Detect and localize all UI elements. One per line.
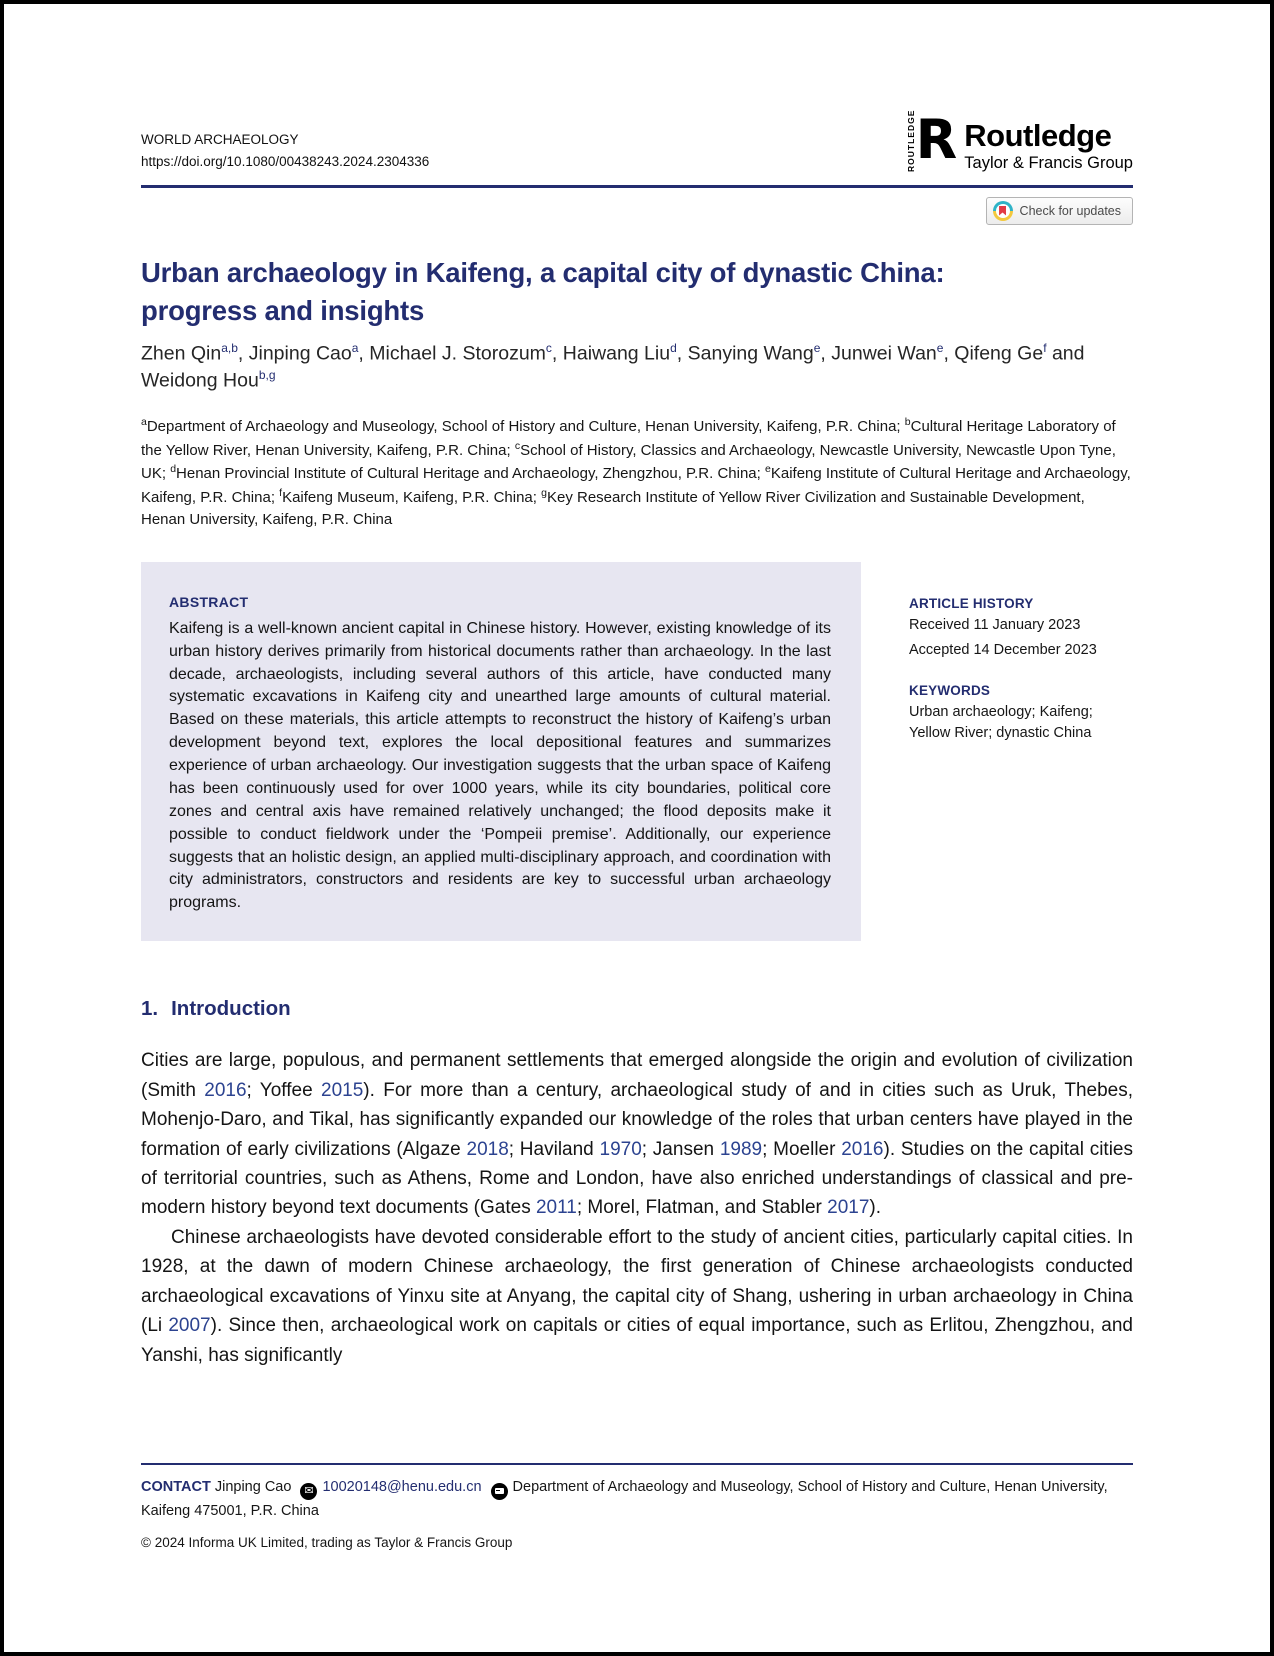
article-title: Urban archaeology in Kaifeng, a capital city of dynastic China: progress and insights [141,256,945,327]
section-title: Introduction [171,997,291,1021]
check-for-updates-label: Check for updates [1019,203,1121,218]
citation-link[interactable]: 2017 [827,1197,870,1219]
author-name: Jinping Cao [248,342,352,365]
citation-link[interactable]: 2011 [535,1197,577,1219]
author-affiliation-superscript: c [545,340,552,355]
affiliation-superscript: b [904,416,911,429]
author-name: Qifeng Ge [954,342,1044,365]
copyright-line: © 2024 Informa UK Limited, trading as Taylor & Francis Group [141,1535,513,1551]
author-affiliation-superscript: b,g [258,367,276,382]
received-date: Received 11 January 2023 [909,616,1081,633]
author-name: Michael J. Storozum [369,342,546,365]
author-name: Haiwang Liu [562,342,671,365]
author-affiliation-superscript: f [1043,340,1047,355]
citation-link[interactable]: 2007 [168,1315,211,1337]
author-affiliation-superscript: d [670,340,677,355]
article-meta-column [909,562,1133,941]
citation-link[interactable]: 1970 [599,1138,642,1160]
contact-address: Department of Archaeology and Museology, School of History and Culture, Henan University, Kaifeng 475001, P.R. China [141,1479,1108,1520]
affiliations: $^a$Department of Archaeology and Museology, School of History and Culture, Henan University, Kaifeng, P.R. China; $^b$Cultural Heritage Laboratory of the Yellow River, Henan University, Kaifeng, P.R. China; $^c$School of History, Classics and Archaeology, Newcastle University, Newcastle Upon Tyne, UK; $^d$Henan Provincial Institute of Cultural Heritage and Archaeology, Zhengzhou, P.R. China; $^e$Kaifeng Institute of Cultural Heritage and Archaeology, Kaifeng, P.R. China; $^f$Kaifeng Museum, Kaifeng, P.R. China; $^g$Key Research Institute of Yellow River Civilization and Sustainable Development, Henan University, Kaifeng, P.R. China [141,416,1131,529]
section-number: 1. [141,997,159,1021]
journal-name: WORLD ARCHAEOLOGY [141,131,299,147]
body-text [141,1046,1133,1370]
accepted-date: Accepted 14 December 2023 [909,641,1097,658]
citation-link[interactable]: 1989 [719,1138,763,1160]
contact-label: CONTACT [141,1479,211,1495]
article-history-heading: ARTICLE HISTORY [909,595,1034,611]
keywords-text: Urban archaeology; Kaifeng; Yellow River; dynastic China [909,703,1093,741]
author-name: Junwei Wan [831,342,937,365]
article-history [909,596,1133,661]
author-affiliation-superscript: e [936,340,944,355]
contact-line [141,1476,1133,1522]
contact-email-link[interactable]: 10020148@henu.edu.cn [322,1479,482,1495]
section-heading-introduction [141,997,1133,1021]
keywords [909,683,1133,744]
routledge-logo [906,108,1133,173]
abstract-text: Kaifeng is a well-known ancient capital in Chinese history. However, existing knowledge of its urban history derives primarily from historical documents rather than archaeology. In the last decade, archaeologists, including several authors of this article, have conducted many systematic excavations in Kaifeng city and unearthed large amounts of cultural material. Based on these materials, this article attempts to reconstruct the history of Kaifeng’s urban development beyond text, explores the local depositional features and summarizes experience of urban archaeology. Our investigation suggests that the urban space of Kaifeng has been continuously used for over 1000 years, while its city boundaries, political core zones and central axis have remained relatively unchanged; the flood deposits make it possible to conduct fieldwork under the ‘Pompeii premise’. Additionally, our experience suggests that an holistic design, an applied multi-disciplinary approach, and coordination with city administrators, constructors and residents are key to successful urban archaeology programs. [169,619,831,912]
author-affiliation-superscript: e [813,340,821,355]
footer-divider [141,1463,1133,1465]
author-affiliation-superscript: a [351,340,359,355]
citation-link[interactable]: 2018 [466,1138,509,1160]
crossmark-icon [993,201,1013,221]
paragraph: Cities are large, populous, and permanent settlements that emerged alongside the origin and evolution of civilization (Smith 2016; Yoffee 2015). For more than a century, archaeological study of and in cities such as Uruk, Thebes, Mohenjo-Daro, and Tikal, has significantly expanded our knowledge of the roles that urban centers have played in the formation of early civilizations (Algaze 2018; Haviland 1970; Jansen 1989; Moeller 2016). Studies on the capital cities of territorial countries, such as Athens, Rome and London, have also enriched understandings of classical and pre-modern history beyond text documents (Gates 2011; Morel, Flatman, and Stabler 2017). [141,1050,1133,1219]
abstract-section [141,562,1133,941]
abstract-box [141,562,861,941]
address-icon [491,1483,508,1500]
publisher-name: Routledge [964,118,1112,153]
publisher-group: Taylor & Francis Group [964,153,1133,172]
routledge-wordmark [964,114,1133,173]
journal-info [141,129,429,173]
paragraph: Chinese archaeologists have devoted considerable effort to the study of ancient cities, particularly capital cities. In 1928, at the dawn of modern Chinese archaeology, the first generation of Chinese archaeologists conducted archaeological excavations of Yinxu site at Anyang, the capital city of Shang, ushering in urban archaeology in China (Li 2007). Since then, archaeological work on capitals or cities of equal importance, such as Erlitou, Zhengzhou, and Yanshi, has significantly [141,1226,1133,1366]
routledge-logo-mark [906,108,956,172]
keywords-heading: KEYWORDS [909,682,991,698]
author-list: Zhen Qin$^{a,b}$, Jinping Cao$^a$, Michael J. Storozum$^c$, Haiwang Liu$^d$, Sanying Wang$^e$, Junwei Wan$^e$, Qifeng Ge$^f$ and Weidong Hou$^{b,g}$ [141,340,1085,392]
citation-link[interactable]: 2016 [204,1079,247,1101]
affiliation-superscript: a [141,416,147,429]
abstract-heading: ABSTRACT [169,593,249,610]
author-name: Zhen Qin [141,342,222,365]
affiliation-superscript: c [514,439,521,452]
routledge-vertical-text: ROUTLEDGE [906,109,917,172]
page-header [141,108,1133,173]
updates-row [141,197,1133,225]
header-divider [141,185,1133,188]
citation-link[interactable]: 2015 [321,1079,364,1101]
doi-link[interactable]: https://doi.org/10.1080/00438243.2024.2304336 [141,153,430,169]
affiliation-superscript: g [541,486,547,499]
affiliation-superscript: f [279,486,283,499]
email-icon: ✉ [300,1483,317,1500]
contact-name: Jinping Cao [214,1479,292,1495]
citation-link[interactable]: 2016 [841,1138,884,1160]
author-name: Sanying Wang [687,342,814,365]
check-for-updates-button[interactable] [986,197,1133,225]
routledge-r-icon: R [915,108,956,171]
affiliation-superscript: d [170,463,177,476]
author-name: Weidong Hou [141,369,259,392]
affiliation-superscript: e [765,463,771,476]
author-affiliation-superscript: a,b [221,340,238,355]
crossmark-bookmark-icon [999,206,1006,216]
page-footer [141,1463,1133,1550]
